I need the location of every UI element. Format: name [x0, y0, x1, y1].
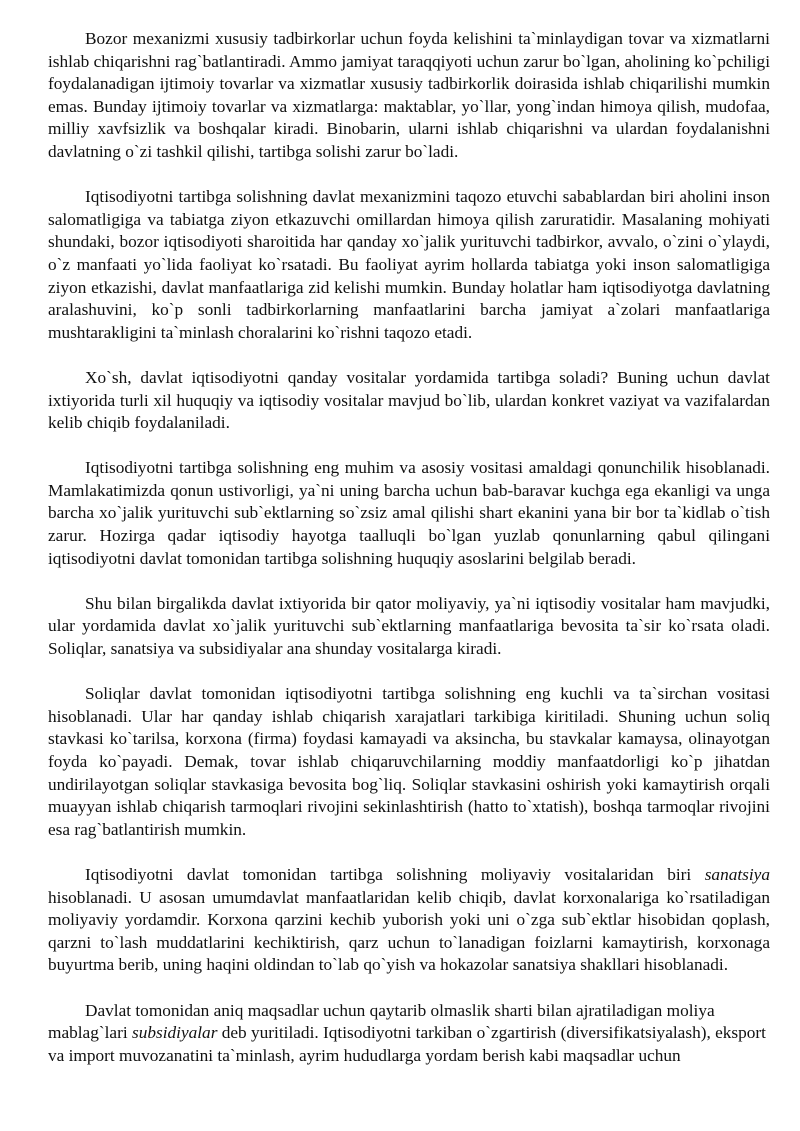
- paragraph-5-text: Shu bilan birgalikda davlat ixtiyorida bir qator moliyaviy, ya`ni iqtisodiy vositalar ham mavjudki, ular yordamida davlat xo`jalik yurituvchi sub`ektlarning manfaatlariga bevosita ta`sir ko`rsata oladi. Soliqlar, sanatsiya va subsidiyalar ana shunday vositalarga kiradi.: [48, 593, 770, 659]
- paragraph-2: [48, 186, 770, 344]
- paragraph-2-text: Iqtisodiyotni tartibga solishning davlat mexanizmini taqozo etuvchi sabablardan biri aholini inson salomatligiga va tabiatga ziyon etkazuvchi omillardan himoya qilish zaruratidir. Masalaning mohiyati shundaki, bozor iqtisodiyoti sharoitida har qanday xo`jalik yurituvchi tadbirkor, avvalo, o`zini o`ylaydi, o`z manfaati yo`lida faoliyat ko`rsatadi. Bu faoliyat ayrim hollarda tabiatga yoki inson salomatligiga ziyon etkazishi, davlat manfaatlariga zid kelishi mumkin. Bunday holatlar ham iqtisodiyotga davlatning aralashuvini, ko`p sonli tadbirkorlarning manfaatlarini barcha jamiyat a`zolari manfaatlariga mushtarakligini ta`minlash choralarini ko`rishni taqozo etadi.: [48, 187, 770, 342]
- paragraph-4: [48, 457, 770, 570]
- paragraph-6-text: Soliqlar davlat tomonidan iqtisodiyotni tartibga solishning eng kuchli va ta`sirchan vositasi hisoblanadi. Ular har qanday ishlab chiqarish xarajatlari tarkibiga kiritiladi. Shuning uchun soliq stavkasi ko`tarilsa, korxona (firma) foydasi kamayadi va aksincha, bu stavkalar kamaysa, olinayotgan foyda ko`payadi. Demak, tovar ishlab chiqaruvchilarning moddiy manfaatdorligi ko`p jihatdan undirilayotgan soliqlar stavkasiga bevosita bog`liq. Soliqlar stavkasini oshirish yoki kamaytirish orqali muayyan ishlab chiqarish tarmoqlari rivojini sekinlashtirish (hatto to`xtatish), boshqa tarmoqlar rivojini esa rag`batlantirish mumkin.: [48, 684, 770, 839]
- paragraph-4-text: Iqtisodiyotni tartibga solishning eng muhim va asosiy vositasi amaldagi qonunchilik hisoblanadi. Mamlakatimizda qonun ustivorligi, ya`ni uning barcha uchun bab-baravar kuchga ega ekanligi va unga barcha xo`jalik yurituvchi sub`ektlarning so`zsiz amal qilishi shart ekanini yana bir bor ta`kidlab o`tish zarur. Hozirga qadar iqtisodiy hayotga taalluqli bo`lgan yuzlab qonunlarning qabul qilingani iqtisodiyotni davlat tomonidan tartibga solishning huquqiy asoslarini belgilab beradi.: [48, 458, 770, 568]
- paragraph-7-term-sanatsiya: sanatsiya: [704, 864, 770, 884]
- paragraph-1-text: Bozor mexanizmi xususiy tadbirkorlar uchun foyda kelishini ta`minlaydigan tovar va xizmatlarni ishlab chiqarishni rag`batlantiradi. Ammo jamiyat taraqqiyoti uchun zarur bo`lgan, aholining ko`pchiligi foydalanadigan ijtimoiy tovarlar va xizmatlar xususiy tadbirkorlik doirasida ishlab chiqarilishi mumkin emas. Bunday ijtimoiy tovarlar va xizmatlarga: maktablar, yo`llar, yong`indan himoya qilish, mudofaa, milliy xavfsizlik va boshqalar kiradi. Binobarin, ularni ishlab chiqarishni va ulardan foydalanishni davlatning o`zi tashkil qilishi, tartibga solishi zarur bo`ladi.: [48, 29, 770, 161]
- paragraph-7: [48, 864, 770, 977]
- paragraph-5: [48, 593, 770, 661]
- paragraph-7-text-a: Iqtisodiyotni davlat tomonidan tartibga solishning moliyaviy vositalaridan biri: [85, 864, 705, 884]
- paragraph-1: [48, 28, 770, 164]
- paragraph-8-text-b: deb yuritiladi. Iqtisodiyotni tarkiban o`zgartirish (diversifikatsiyalash), eksport va import muvozanatini ta`minlash, ayrim hududlarga yordam berish kabi maqsadlar uchun: [48, 1023, 766, 1065]
- paragraph-3: [48, 367, 770, 435]
- paragraph-6: [48, 683, 770, 841]
- paragraph-8: [48, 1000, 770, 1068]
- paragraph-8-term-subsidiyalar: subsidiyalar: [131, 1023, 218, 1043]
- paragraph-8-text-a: Davlat tomonidan aniq maqsadlar uchun qaytarib olmaslik sharti bilan ajratiladigan moliya mablag`lari: [48, 1000, 715, 1043]
- document-page: [48, 28, 770, 1067]
- paragraph-3-text: Xo`sh, davlat iqtisodiyotni qanday vositalar yordamida tartibga soladi? Buning uchun davlat ixtiyorida turli xil huquqiy va iqtisodiy vositalar mavjud bo`lib, ulardan konkret vaziyat va vazifalardan kelib chiqib foydalaniladi.: [48, 367, 770, 433]
- paragraph-7-text-b: hisoblanadi. U asosan umumdavlat manfaatlaridan kelib chiqib, davlat korxonalariga ko`rsatiladigan moliyaviy yordamdir. Korxona qarzini kechib yuborish yoki uni o`zga sub`ektlar hisobidan qoplash, qarzni to`lash muddatlarini kechiktirish, qarz uchun to`lanadigan foizlarni kamaytirish, korxonaga buyurtma berib, uning haqini oldindan to`lab qo`yish va hokazolar sanatsiya shakllari hisoblanadi.: [48, 887, 770, 975]
